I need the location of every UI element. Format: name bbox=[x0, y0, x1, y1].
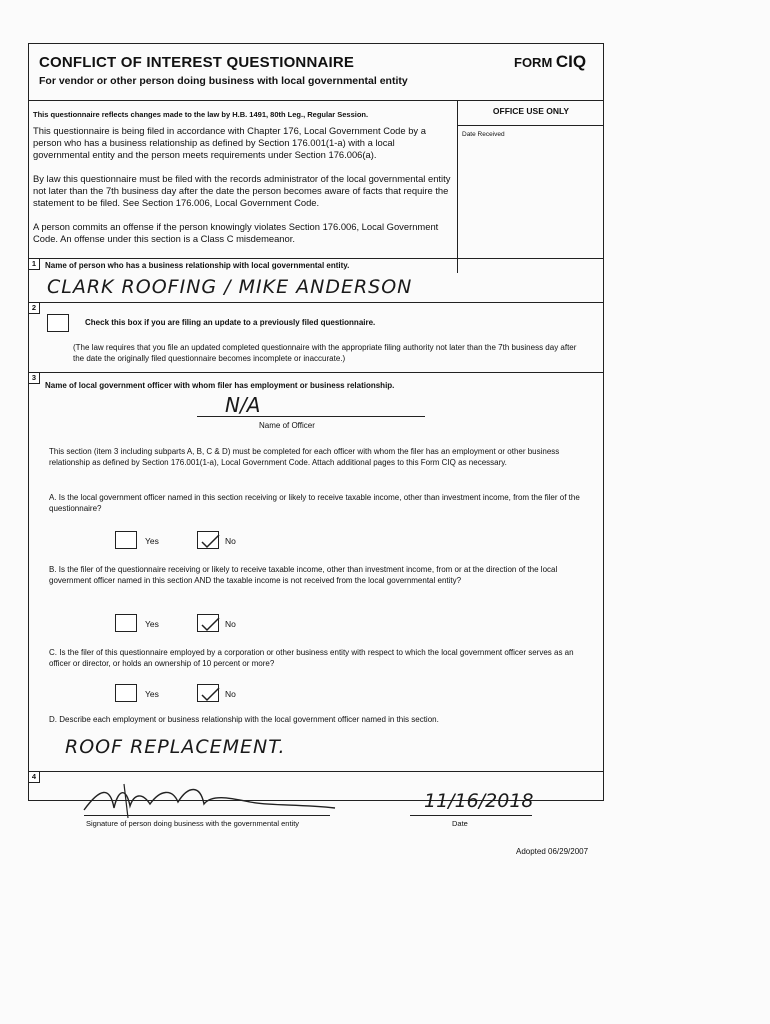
signature-scribble bbox=[80, 780, 340, 820]
date-value[interactable]: 11/16/2018 bbox=[424, 790, 534, 812]
check-mark-icon bbox=[198, 685, 220, 703]
question-c-no-checkbox[interactable] bbox=[197, 684, 219, 702]
divider bbox=[29, 372, 603, 373]
question-a-yes-label: Yes bbox=[145, 536, 159, 546]
form-code bbox=[514, 52, 586, 72]
divider bbox=[29, 302, 603, 303]
form-label: FORM bbox=[514, 55, 553, 70]
update-checkbox[interactable] bbox=[47, 314, 69, 332]
officer-caption: Name of Officer bbox=[259, 421, 315, 430]
question-b-text: B. Is the filer of the questionnaire receiving or likely to receive taxable income, other than investment income, from or at the direction of the local government officer named in this section AND the taxable income is not received from the local governmental entity? bbox=[49, 565, 558, 585]
question-b-no-label: No bbox=[225, 619, 236, 629]
question-c-text: C. Is the filer of this questionnaire employed by a corporation or other business entity with respect to which the local government officer serves as an officer or director, or holds an ownership of 10 percent or more? bbox=[49, 648, 574, 668]
check-mark-icon bbox=[198, 615, 220, 633]
officer-name-line bbox=[197, 416, 425, 417]
office-use-box bbox=[457, 101, 604, 273]
section2-label: Check this box if you are filing an update to a previously filed questionnaire. bbox=[85, 318, 376, 327]
officer-name-value[interactable]: N/A bbox=[225, 393, 261, 417]
question-c-yes-label: Yes bbox=[145, 689, 159, 699]
date-caption: Date bbox=[452, 819, 468, 828]
section1-handwritten-name[interactable]: CLARK ROOFING / MIKE ANDERSON bbox=[47, 276, 413, 298]
question-d-text: D. Describe each employment or business relationship with the local government officer named in this section. bbox=[49, 715, 439, 724]
intro-para-2: By law this questionnaire must be filed with the records administrator of the local governmental entity not later than the 7th business day after the date the person becomes aware of facts that require the statement to be filed. See Section 176.006, Local Government Code. bbox=[33, 173, 451, 208]
section3-label: Name of local government officer with whom filer has employment or business relationship. bbox=[45, 381, 395, 390]
question-b-yes-label: Yes bbox=[145, 619, 159, 629]
section-number-3: 3 bbox=[28, 372, 40, 384]
question-a-no-checkbox[interactable] bbox=[197, 531, 219, 549]
date-line bbox=[410, 815, 532, 816]
office-use-title: OFFICE USE ONLY bbox=[458, 101, 604, 126]
date-received-label: Date Received bbox=[462, 131, 505, 138]
question-a-no-label: No bbox=[225, 536, 236, 546]
section2-note: (The law requires that you file an updated completed questionnaire with the appropriate filing authority not later than the 7th business day after the date the originally filed questionnaire becomes incomplete or inaccurate.) bbox=[73, 343, 577, 363]
divider bbox=[29, 258, 603, 259]
intro-para-3: A person commits an offense if the person knowingly violates Section 176.006, Local Government Code. An offense under this section is a Class C misdemeanor. bbox=[33, 221, 439, 244]
form-title: CONFLICT OF INTEREST QUESTIONNAIRE bbox=[39, 54, 355, 71]
form-subtitle: For vendor or other person doing business with local governmental entity bbox=[39, 75, 408, 87]
signature-line bbox=[84, 815, 330, 816]
check-mark-icon bbox=[198, 532, 220, 550]
section-number-1: 1 bbox=[28, 258, 40, 270]
section-number-2: 2 bbox=[28, 302, 40, 314]
law-note: This questionnaire reflects changes made to the law by H.B. 1491, 80th Leg., Regular Session. bbox=[33, 110, 369, 119]
question-d-answer[interactable]: ROOF REPLACEMENT. bbox=[65, 736, 286, 758]
question-b-yes-checkbox[interactable] bbox=[115, 614, 137, 632]
section3-instructions: This section (item 3 including subparts A, B, C & D) must be completed for each officer with whom the filer has an employment or other business relationship as defined by Section 176.001(1-a), Local Government Code. Attach additional pages to this Form CIQ as necessary. bbox=[49, 447, 560, 467]
question-c-no-label: No bbox=[225, 689, 236, 699]
question-a-yes-checkbox[interactable] bbox=[115, 531, 137, 549]
question-b-no-checkbox[interactable] bbox=[197, 614, 219, 632]
ciq-form bbox=[28, 43, 604, 801]
signature-caption: Signature of person doing business with the governmental entity bbox=[86, 819, 300, 828]
question-c-yes-checkbox[interactable] bbox=[115, 684, 137, 702]
section1-label: Name of person who has a business relationship with local governmental entity. bbox=[45, 261, 350, 270]
intro-para-1: This questionnaire is being filed in accordance with Chapter 176, Local Government Code by a person who has a business relationship as defined by Section 176.001(1-a) with a local governmental entity and the person meets requirements under Section 176.006(a). bbox=[33, 125, 426, 160]
section-number-4: 4 bbox=[28, 771, 40, 783]
question-a-text: A. Is the local government officer named in this section receiving or likely to receive taxable income, other than investment income, from the filer of the questionnaire? bbox=[49, 493, 580, 513]
divider bbox=[29, 771, 603, 772]
adopted-date: Adopted 06/29/2007 bbox=[516, 847, 589, 856]
form-code-value: CIQ bbox=[555, 52, 587, 71]
